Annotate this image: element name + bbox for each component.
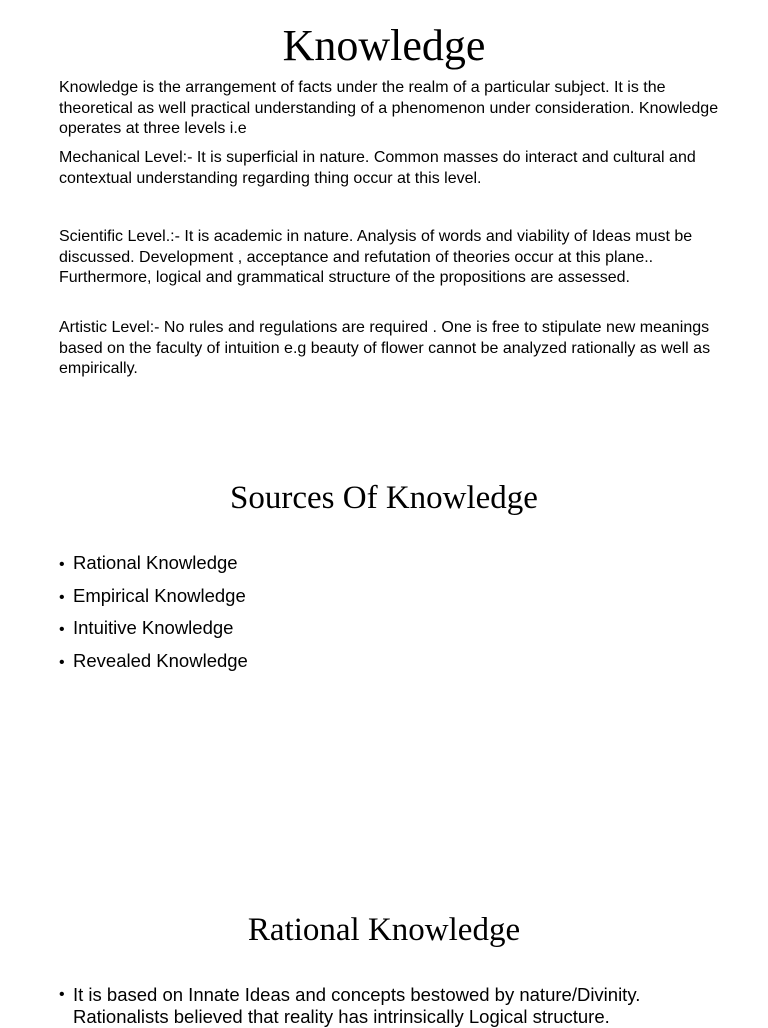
bullet-icon: • (59, 986, 65, 1003)
list-item (59, 648, 248, 681)
mechanical-level-paragraph: Mechanical Level:- It is superficial in nature. Common masses do interact and cultural and contextual understanding regarding thing occur at this level. (59, 149, 696, 187)
bullet-icon: • (59, 556, 65, 573)
list-item (59, 615, 248, 648)
sources-list (59, 550, 248, 680)
list-item-label: Rational Knowledge (73, 552, 238, 573)
scientific-level-paragraph: Scientific Level.:- It is academic in nature. Analysis of words and viability of Ideas must be discussed. Development , acceptance and refutation of theories occur at this plane.. Furthermore, logical and grammatical structure of the propositions are assessed. (59, 228, 693, 286)
list-item (59, 583, 248, 616)
bullet-icon: • (59, 588, 65, 606)
rational-knowledge-list (59, 984, 719, 1028)
intro-paragraph: Knowledge is the arrangement of facts under the realm of a particular subject. It is the theoretical as well practical understanding of a phenomenon under consideration. Knowledge operates at three levels i.e (59, 79, 719, 137)
bullet-icon: • (59, 653, 65, 671)
bullet-icon: • (59, 621, 65, 638)
artistic-level-paragraph: Artistic Level:- No rules and regulations are required . One is free to stipulate new meanings based on the faculty of intuition e.g beauty of flower cannot be analyzed rationally as well as empirically. (59, 319, 711, 377)
list-item-label: It is based on Innate Ideas and concepts bestowed by nature/Divinity. Rationalists believed that reality has intrinsically Logical structure. (73, 984, 641, 1027)
list-item-label: Intuitive Knowledge (73, 617, 234, 638)
list-item-label: Empirical Knowledge (73, 584, 246, 606)
slide-title-knowledge: Knowledge (282, 21, 486, 70)
list-item-label: Revealed Knowledge (73, 649, 248, 671)
slide-title-sources-of-knowledge: Sources Of Knowledge (230, 480, 538, 516)
list-item (59, 550, 248, 583)
slide-title-rational-knowledge: Rational Knowledge (247, 912, 521, 948)
list-item (59, 984, 719, 1028)
